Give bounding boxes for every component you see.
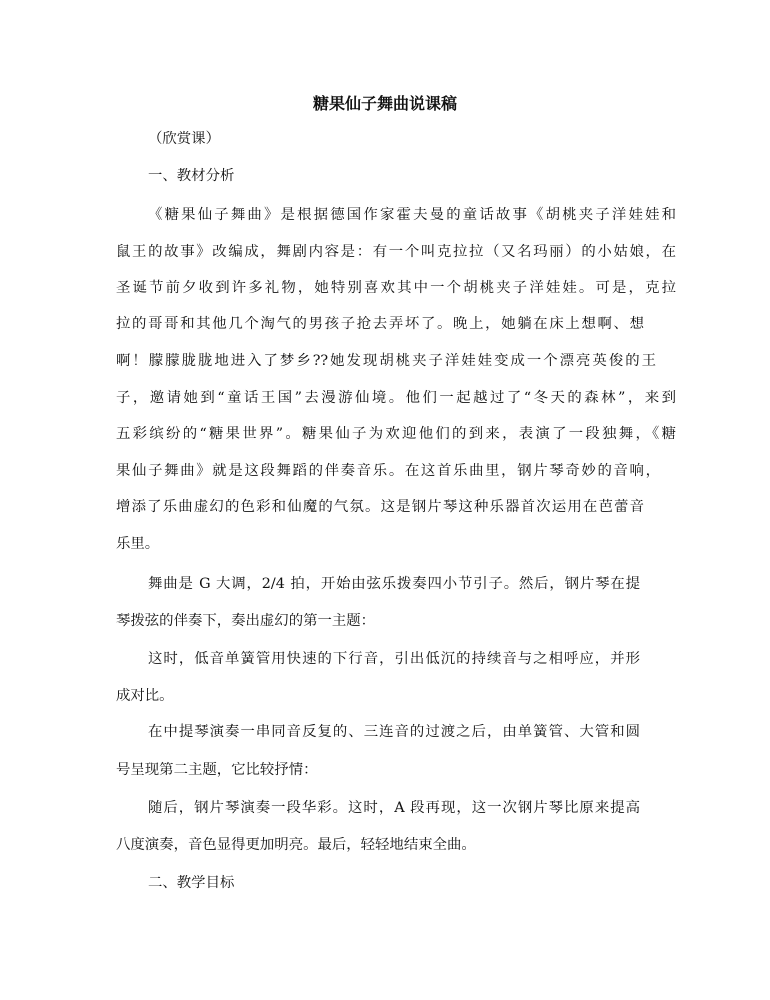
- paragraph-line: 子，邀请她到“童话王国”去漫游仙境。他们一起越过了“冬天的森林”，来到: [116, 390, 676, 406]
- document-title: 糖果仙子舞曲说课稿: [312, 94, 457, 113]
- paragraph-line: 琴拨弦的伴奏下，奏出虚幻的第一主题：: [116, 613, 376, 629]
- section-heading-2: 二、教学目标: [148, 875, 235, 891]
- paragraph-line: 五彩缤纷的“糖果世界”。糖果仙子为欢迎他们的到来，表演了一段独舞，《糖: [116, 426, 676, 442]
- paragraph-line: 果仙子舞曲》就是这段舞蹈的伴奏音乐。在这首乐曲里，钢片琴奇妙的音响，: [116, 463, 660, 479]
- paragraph-line: 圣诞节前夕收到许多礼物，她特别喜欢其中一个胡桃夹子洋娃娃。可是，克拉: [116, 280, 676, 296]
- paragraph-line: 啊！朦朦胧胧地进入了梦乡??她发现胡桃夹子洋娃娃变成一个漂亮英俊的王: [116, 353, 656, 369]
- paragraph-line: 成对比。: [116, 688, 174, 704]
- paragraph-line: 随后，钢片琴演奏一段华彩。这时，A 段再现，这一次钢片琴比原来提高: [148, 800, 640, 816]
- paragraph-line: 舞曲是 G 大调，2/4 拍，开始由弦乐拨奏四小节引子。然后，钢片琴在提: [148, 576, 640, 592]
- document-subtitle: （欣赏课）: [148, 131, 220, 147]
- paragraph-line: 八度演奏，音色显得更加明亮。最后，轻轻地结束全曲。: [116, 837, 476, 853]
- paragraph-line: 《糖果仙子舞曲》是根据德国作家霍夫曼的童话故事《胡桃夹子洋娃娃和: [148, 207, 676, 223]
- paragraph-line: 增添了乐曲虚幻的色彩和仙魔的气氛。这是钢片琴这种乐器首次运用在芭蕾音: [116, 499, 644, 515]
- paragraph-line: 乐里。: [116, 536, 160, 552]
- paragraph-line: 拉的哥哥和其他几个淘气的男孩子抢去弄坏了。晚上，她躺在床上想啊、想: [116, 316, 644, 332]
- paragraph-line: 这时，低音单簧管用快速的下行音，引出低沉的持续音与之相呼应，并形: [148, 651, 640, 667]
- paragraph-line: 号呈现第二主题，它比较抒情：: [116, 762, 318, 778]
- paragraph-line: 在中提琴演奏一串同音反复的、三连音的过渡之后，由单簧管、大管和圆: [148, 724, 640, 740]
- paragraph-line: 鼠王的故事》改编成，舞剧内容是：有一个叫克拉拉（又名玛丽）的小姑娘，在: [116, 244, 676, 260]
- section-heading-1: 一、教材分析: [148, 168, 235, 184]
